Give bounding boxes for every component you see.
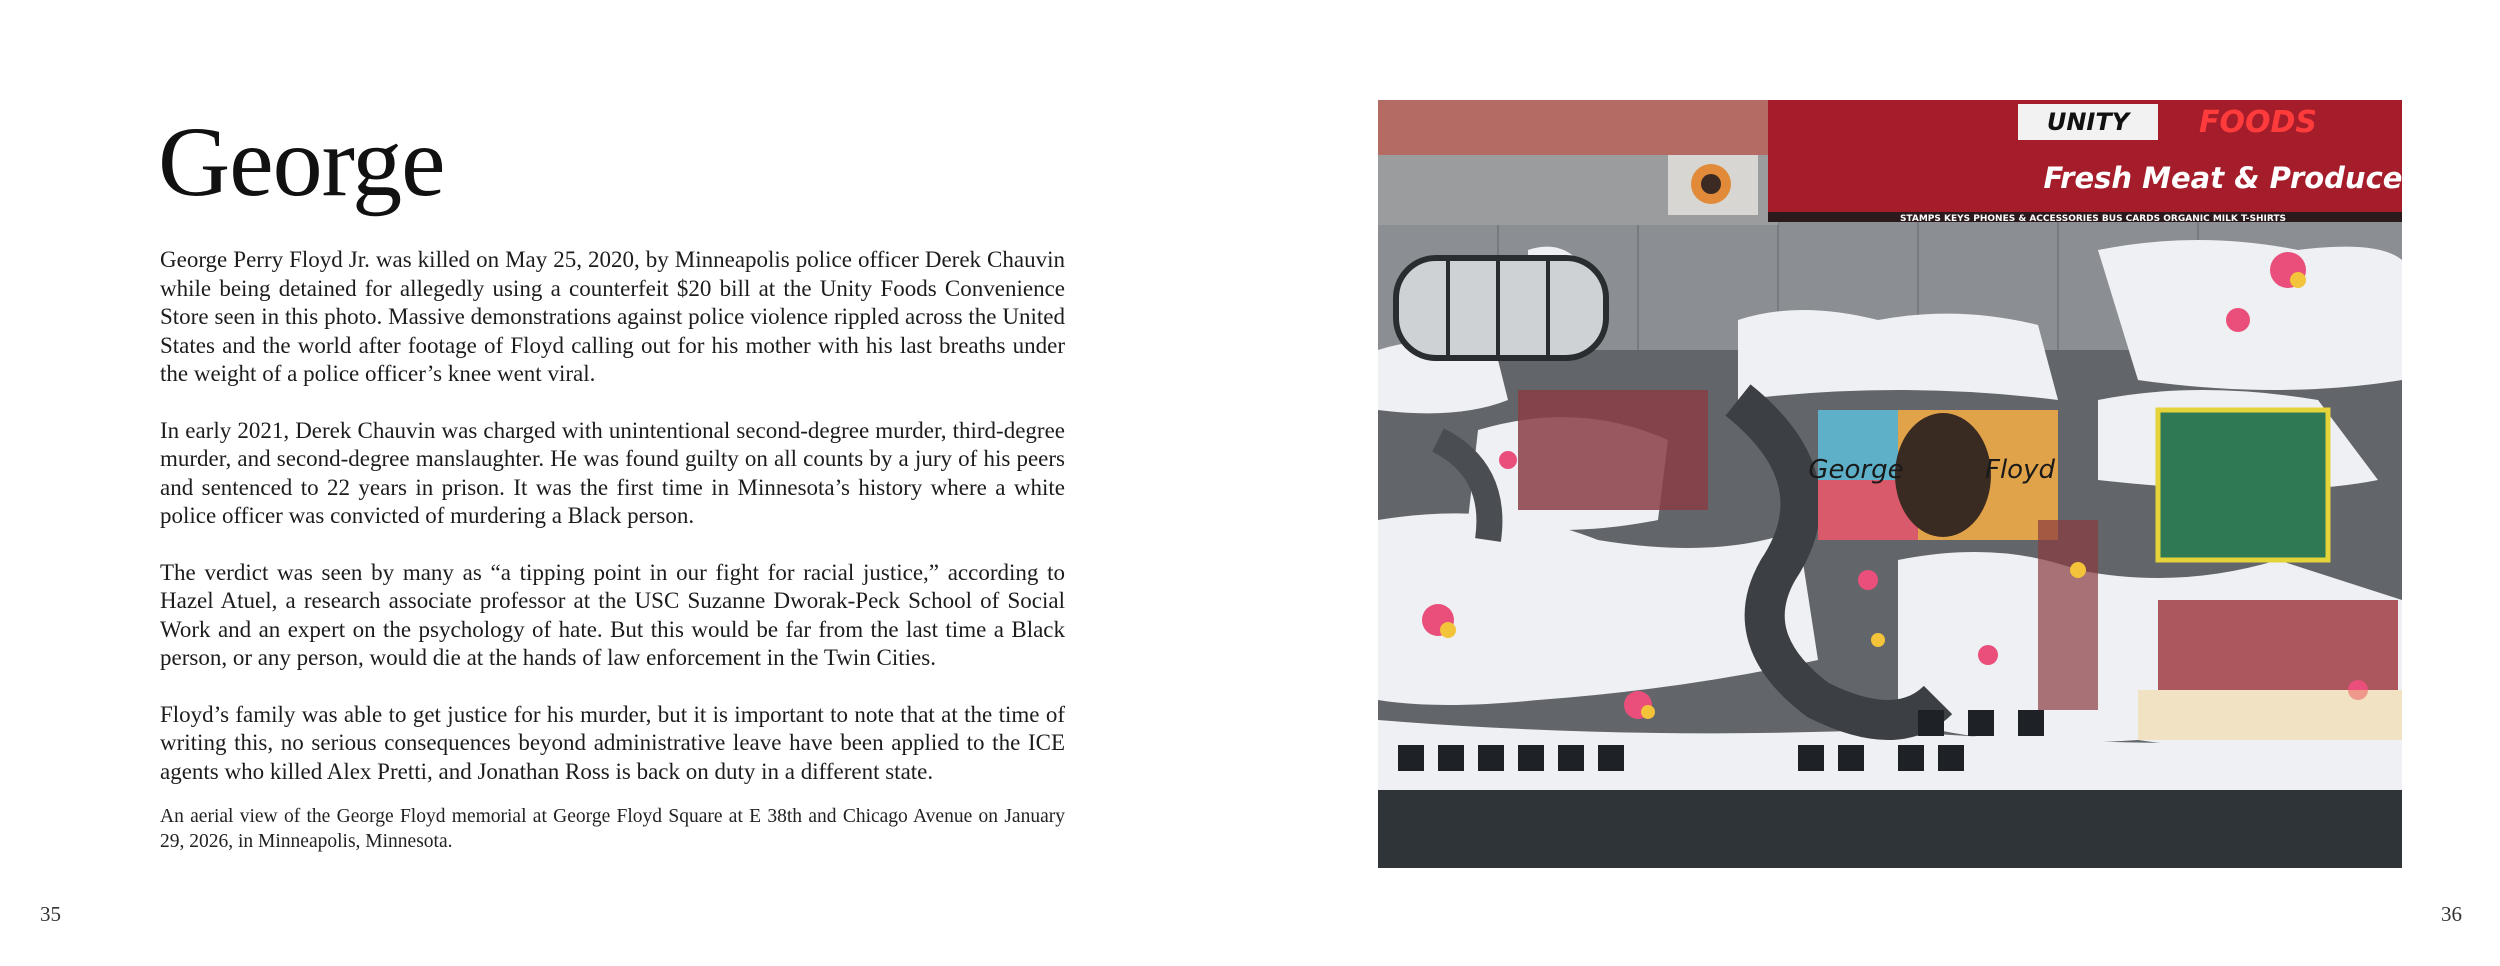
sign-foods-text: FOODS — [2198, 105, 2318, 140]
page-number-right: 36 — [2441, 902, 2462, 926]
article-body — [160, 246, 1065, 854]
mural-text-floyd: Floyd — [1985, 455, 2055, 485]
sign-unity-text: UNITY — [2046, 108, 2130, 136]
page-title: George — [158, 106, 445, 217]
mural-text-george: George — [1808, 455, 1904, 485]
aerial-memorial-photo — [1378, 100, 2402, 868]
paragraph: The verdict was seen by many as “a tipping point in our fight for racial justice,” according to Hazel Atuel, a research associate professor at the USC Suzanne Dworak-Peck School of Social Work and an expert on the psychology of hate. But this would be far from the last time a Black person, or any person, would die at the hands of law enforcement in the Twin Cities. — [160, 559, 1065, 670]
paragraph: In early 2021, Derek Chauvin was charged with unintentional second-degree murder, third-degree murder, and second-degree manslaughter. He was found guilty on all counts by a jury of his peers and sentenced to 22 years in prison. It was the first time in Minnesota’s history where a white police officer was convicted of murdering a Black person. — [160, 417, 1065, 528]
sign-tagline-text: Fresh Meat & Produce — [2043, 161, 2402, 195]
sign-strip-text: STAMPS KEYS PHONES & ACCESSORIES BUS CARDS ORGANIC MILK T-SHIRTS — [1899, 214, 2287, 224]
photo-caption: An aerial view of the George Floyd memorial at George Floyd Square at E 38th and Chicago Avenue on January 29, 2026, in Minneapolis, Minnesota. — [160, 806, 1065, 852]
paragraph: Floyd’s family was able to get justice for his murder, but it is important to note that at the time of writing this, no serious consequences beyond administrative leave have been applied to the ICE agents who killed Alex Pretti, and Jonathan Ross is back on duty in a different state. — [160, 701, 1065, 784]
paragraph: George Perry Floyd Jr. was killed on May 25, 2020, by Minneapolis police officer Derek Chauvin while being detained for allegedly using a counterfeit $20 bill at the Unity Foods Convenience Store seen in this photo. Massive demonstrations against police violence rippled across the United States and the world after footage of Floyd calling out for his mother with his last breaths under the weight of a police officer’s knee went viral. — [160, 247, 1065, 386]
page-number-left: 35 — [40, 902, 61, 926]
